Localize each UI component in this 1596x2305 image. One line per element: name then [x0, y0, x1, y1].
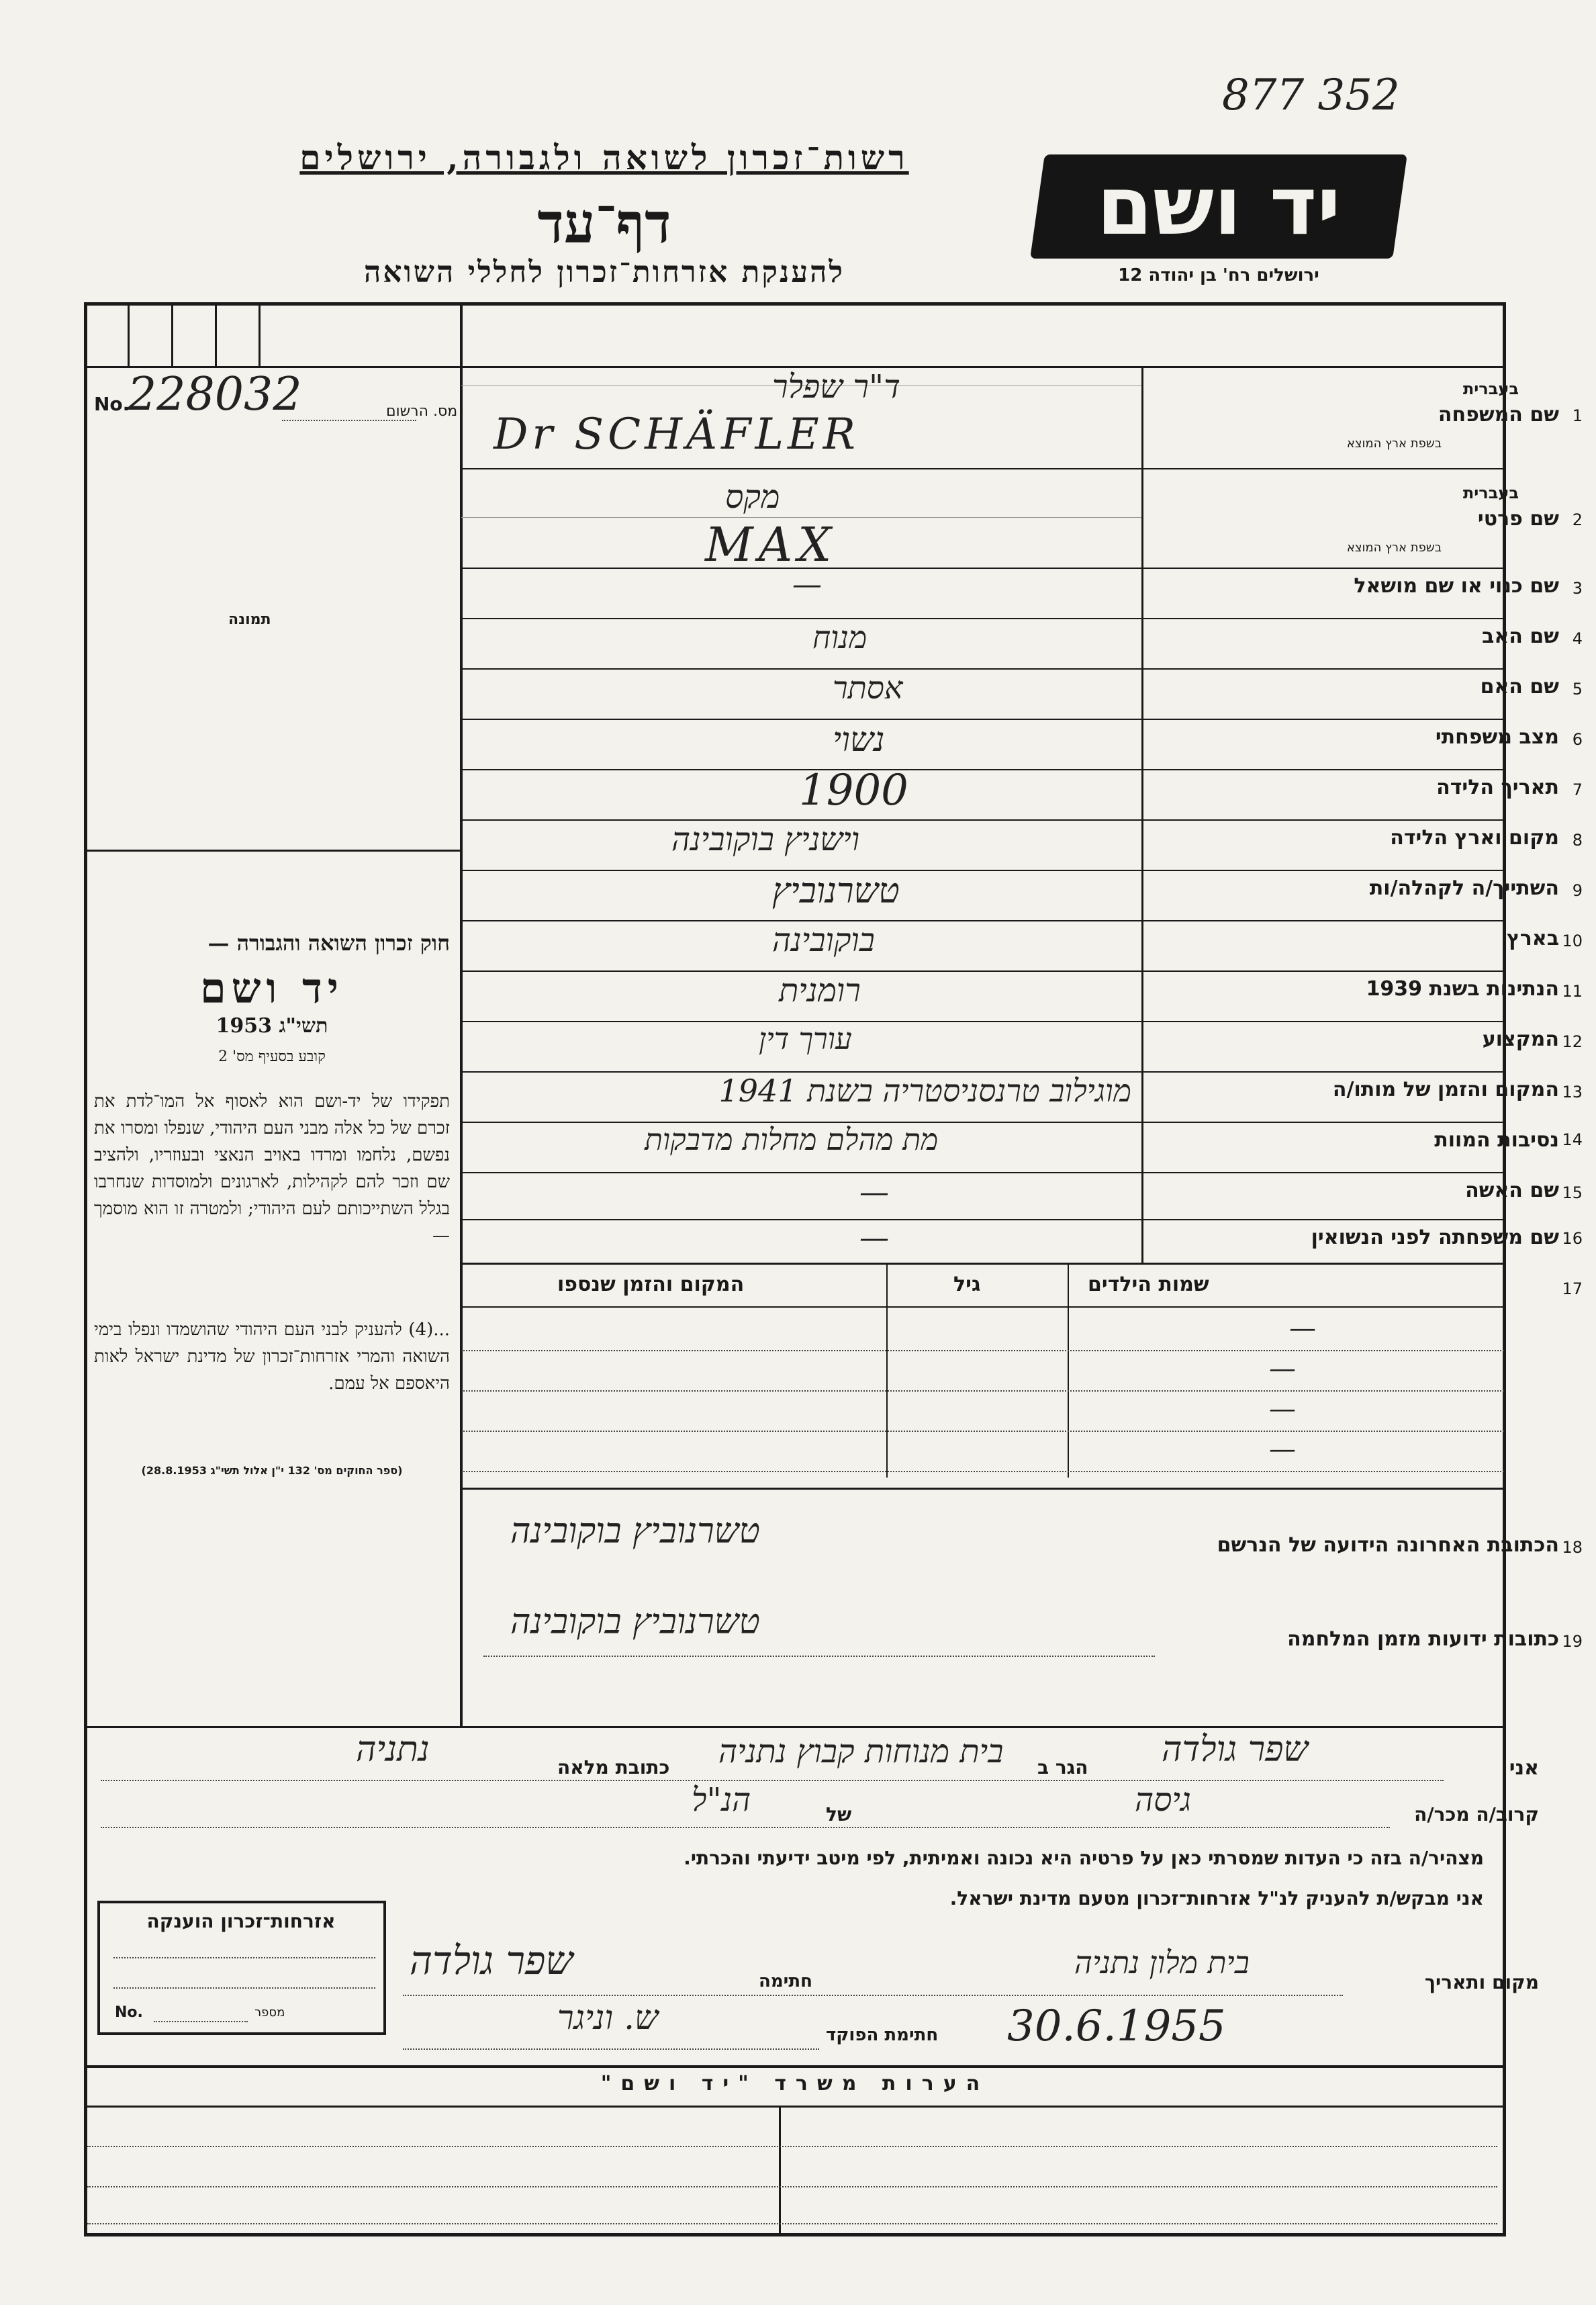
- children-col-age: גיל: [953, 1273, 981, 1296]
- yad-vashem-logo: יד ושם: [1030, 154, 1407, 259]
- field-1-value-latin: Dr SCHÄFLER: [494, 410, 859, 459]
- field-2-sub-hebrew: בעברית: [1462, 484, 1519, 502]
- field-12-value: עורך דין: [759, 1022, 852, 1056]
- field-2-value-latin: MAX: [705, 517, 837, 572]
- registry-number: 228032: [128, 368, 302, 421]
- field-15-label: שם האשה: [1465, 1179, 1559, 1202]
- field-7-label: תאריך הלידה: [1436, 776, 1559, 799]
- field-5-label: שם האם: [1480, 675, 1559, 698]
- field-19-label: כתובות ידועות מזמן המלחמה: [1287, 1627, 1559, 1651]
- field-3-label: שם כנוי או שם מושאל: [1354, 574, 1559, 598]
- field-6-label: מצב משפחתי: [1435, 725, 1559, 749]
- decl-date-value: 30.6.1955: [1007, 2001, 1226, 2051]
- field-12-number: 12: [1562, 1032, 1583, 1051]
- law-title: חוק זכרון השואה והגבורה —: [207, 930, 450, 956]
- field-17-number: 17: [1562, 1279, 1583, 1298]
- field-2-value-hebrew: מקס: [725, 478, 780, 516]
- law-reference: (ספר החוקים מס' 132 י"ן אלול תשי"ג 28.8.1953): [141, 1464, 403, 1477]
- field-4-label: שם האב: [1482, 625, 1559, 648]
- decl-relative-label: קרוב/ה מכר/ה: [1414, 1803, 1539, 1825]
- photo-label: תמונה: [228, 611, 271, 628]
- field-12-label: המקצוע: [1482, 1028, 1559, 1051]
- decl-officer-value: ש. וניגר: [557, 1998, 659, 2037]
- logo-address: ירושלים רח' בן יהודה 12: [1118, 265, 1319, 285]
- field-19-number: 19: [1562, 1632, 1583, 1651]
- field-10-value: בוקובינה: [772, 921, 875, 959]
- field-2-sub-origin: בשפת ארץ המוצא: [1346, 541, 1442, 555]
- children-col-place: המקום והזמן שנספו: [557, 1273, 745, 1296]
- decl-full-address-value: נתניה: [356, 1729, 430, 1770]
- field-10-label: בארץ: [1506, 927, 1559, 950]
- field-6-value: נשוי: [833, 720, 885, 759]
- field-2-number: 2: [1572, 510, 1583, 529]
- field-18-value: טשרנוביץ בוקובינה: [510, 1511, 760, 1551]
- field-19-value: טשרנוביץ בוקובינה: [510, 1602, 760, 1642]
- decl-i-label: אני: [1509, 1756, 1539, 1780]
- field-13-number: 13: [1562, 1083, 1583, 1101]
- decl-signature-value: שפר גולדה: [410, 1938, 573, 1983]
- field-8-number: 8: [1572, 831, 1583, 850]
- field-1-sub-origin: בשפת ארץ המוצא: [1346, 437, 1442, 451]
- field-1-number: 1: [1572, 406, 1583, 425]
- citizenship-box: [97, 1901, 386, 2035]
- field-15-value: —: [859, 1175, 889, 1210]
- field-14-label: נסיבות המוות: [1434, 1128, 1559, 1152]
- field-8-value: וישניץ בוקובינה: [671, 821, 860, 858]
- field-7-number: 7: [1572, 780, 1583, 799]
- field-8-label: מקום וארץ הלידה: [1390, 826, 1559, 850]
- decl-signature-label: חתימה: [759, 1971, 812, 1991]
- field-4-number: 4: [1572, 629, 1583, 648]
- field-16-value: —: [859, 1221, 889, 1255]
- field-13-label: המקום והזמן של מותו/ה: [1332, 1078, 1559, 1101]
- page-subtitle: להענקת אזרחות־זכרון לחללי השואה: [363, 255, 845, 289]
- law-clause: קובע בסעיף מס' 2: [218, 1048, 326, 1065]
- decl-i-value: שפר גולדה: [1162, 1729, 1309, 1770]
- citizenship-box-no-he: מספר: [254, 2005, 285, 2020]
- decl-statement: מצהיר/ה בזה כי העדות שמסרתי כאן על פרטיה היא נכונה ואמיתית, לפי מיטב ידיעתי והכרתי.: [684, 1847, 1484, 1869]
- decl-relative-value: גיסה: [1135, 1781, 1191, 1819]
- field-13-value: מוגילוב טרנסניסטריה בשנת 1941: [718, 1073, 1131, 1109]
- citizenship-box-no: No.: [115, 2004, 143, 2021]
- registry-label: מס. הרשום: [386, 403, 458, 420]
- field-11-number: 11: [1562, 982, 1583, 1001]
- field-5-number: 5: [1572, 680, 1583, 698]
- child-row-4: —: [1269, 1434, 1296, 1465]
- page-title: דף־עד: [537, 191, 671, 256]
- registry-no-label: No.: [94, 393, 130, 415]
- authority-heading: רשות־זכרון לשואה ולגבורה, ירושלים: [299, 138, 909, 177]
- child-row-1: —: [1289, 1313, 1316, 1344]
- citizenship-box-title: אזרחות־זכרון הוענקה: [146, 1910, 336, 1932]
- law-text: תפקידו של יד-ושם הוא לאסוף אל המו־לדת את זכרם של כל אלה מבני העם היהודי, שנפלו ומסרו את נפשם, נלחמו ומרדו באויב הנאצי ובעוזריו, ולהציב שם וזכר להם לקהילות, לארגונים ולמוסדות שנחרבו בגלל השתייכותם לעם היהודי; ולמטרה זו הוא מוסמך —: [94, 1091, 450, 1246]
- field-9-label: השתייך/ה לקהלה/ות: [1369, 876, 1559, 900]
- child-row-3: —: [1269, 1394, 1296, 1425]
- field-7-value: 1900: [799, 766, 908, 815]
- decl-of-label: של: [826, 1803, 852, 1825]
- field-14-value: מת מהלם מחלות מדבקות: [645, 1123, 939, 1157]
- field-16-label: שם משפחתה לפני הנשואין: [1311, 1226, 1559, 1249]
- field-11-value: רומנית: [779, 972, 861, 1009]
- field-15-number: 15: [1562, 1183, 1583, 1202]
- decl-officer-label: חתימת הפוקד: [826, 2025, 939, 2045]
- field-9-number: 9: [1572, 881, 1583, 900]
- decl-request: אני מבקש/ת להעניק לנ"ל אזרחות־זכרון מטעם מדינת ישראל.: [949, 1887, 1484, 1909]
- field-2-label: שם פרטי: [1477, 507, 1559, 531]
- field-6-number: 6: [1572, 730, 1583, 749]
- field-4-value: מנוח: [812, 619, 867, 656]
- field-5-value: אסתר: [833, 670, 903, 706]
- field-11-label: הנתינות בשנת 1939: [1366, 977, 1559, 1001]
- children-col-names: שמות הילדים: [1088, 1273, 1209, 1296]
- office-notes-title: הערות משרד "יד ושם": [600, 2072, 990, 2095]
- field-18-number: 18: [1562, 1538, 1583, 1557]
- field-1-value-hebrew: ד"ר שפלר: [772, 368, 900, 406]
- law-name: יד ושם: [199, 964, 344, 1013]
- law-text-2: ...(4) להעניק לבני העם היהודי שהושמדו ונפלו בימי השואה והמרי אזרחות־זכרון של מדינת ישראל לאות היאספם אל עמם.: [94, 1320, 450, 1394]
- field-3-number: 3: [1572, 579, 1583, 598]
- decl-full-address-label: כתובת מלאה: [557, 1756, 670, 1778]
- decl-resides-label: הגר ב: [1037, 1756, 1088, 1778]
- field-18-label: הכתובת האחרונה הידועה של הנרשם: [1217, 1533, 1559, 1557]
- decl-resides-value: בית מנוחות קבוץ נתניה: [718, 1733, 1004, 1770]
- field-10-number: 10: [1562, 932, 1583, 950]
- law-year: תשי"ג 1953: [216, 1014, 328, 1038]
- field-1-label: שם המשפחה: [1438, 403, 1559, 426]
- decl-place-date-label: מקום ותאריך: [1424, 1971, 1539, 1993]
- field-9-value: טשרנוביץ: [772, 871, 900, 911]
- decl-place-value: בית מלון נתניה: [1074, 1944, 1250, 1981]
- field-14-number: 14: [1562, 1130, 1583, 1149]
- decl-of-value: הנ"ל: [692, 1781, 751, 1819]
- stamp-number: 877 352: [1222, 71, 1400, 120]
- field-16-number: 16: [1562, 1229, 1583, 1248]
- field-1-sub-hebrew: בעברית: [1462, 379, 1519, 398]
- child-row-2: —: [1269, 1353, 1296, 1384]
- field-3-value: —: [792, 568, 822, 602]
